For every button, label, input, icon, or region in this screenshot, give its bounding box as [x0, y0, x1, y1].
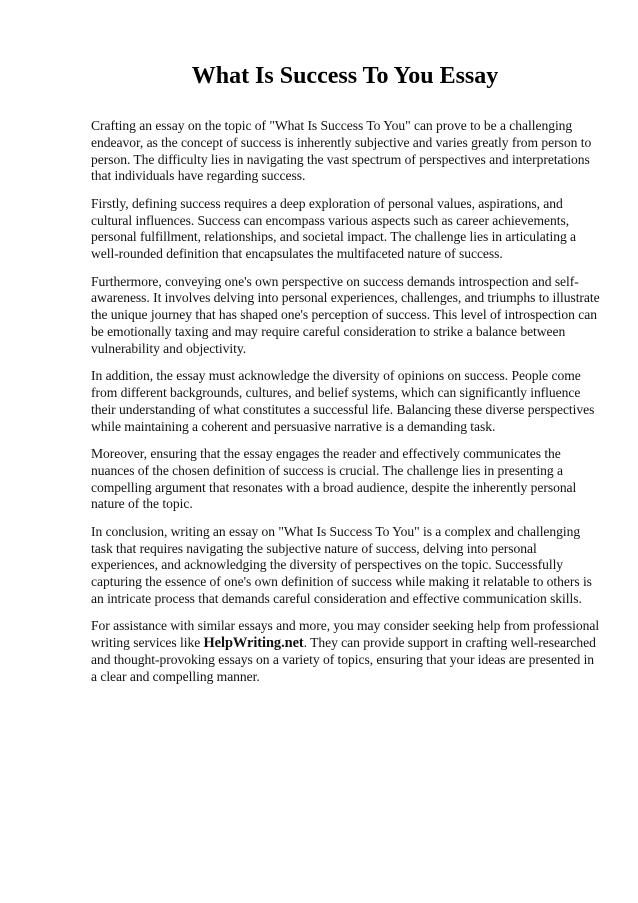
helpwriting-link[interactable]: HelpWriting.net	[203, 635, 304, 652]
paragraph-diversity: In addition, the essay must acknowledge the diversity of opinions on success. People come from different backgrounds, cultures, and belief systems, which can significantly influence their understanding of what constitutes a successful life. Balancing these diverse perspectives while maintaining a coherent and persuasive narrative is a demanding task.	[91, 368, 595, 434]
assistance-text-before: For assistance with similar essays and more, you may consider seeking help from professional writing services like	[91, 618, 600, 651]
paragraph-engagement: Moreover, ensuring that the essay engages the reader and effectively communicates the nuances of the chosen definition of success is crucial. The challenge lies in presenting a compelling argument that resonates with a broad audience, despite the inherently personal nature of the topic.	[91, 445, 577, 512]
essay-title: What Is Success To You Essay	[191, 63, 499, 89]
assistance-text-after: . They can provide support in crafting well-researched and thought-provoking essays on a variety of topics, ensuring that your ideas are presented in a clear and compelling manner.	[91, 635, 596, 684]
paragraph-perspective: Furthermore, conveying one's own perspective on success demands introspection and self-awareness. It involves delving into personal experiences, challenges, and triumphs to illustrate the unique journey that has shaped one's perception of success. This level of introspection can be emotionally taxing and may require careful consideration to strike a balance between vulnerability and objectivity.	[91, 273, 600, 356]
paragraph-intro: Crafting an essay on the topic of "What Is Success To You" can prove to be a challenging endeavor, as the concept of success is inherently subjective and varies greatly from person to person. The difficulty lies in navigating the vast spectrum of perspectives and interpretations that individuals have regarding success.	[91, 118, 592, 184]
essay-body	[91, 118, 601, 696]
paragraph-conclusion: In conclusion, writing an essay on "What Is Success To You" is a complex and challenging task that requires navigating the subjective nature of success, delving into personal experiences, and acknowledging the diversity of perspectives on the topic. Successfully capturing the essence of one's own definition of success while making it relatable to others is an intricate process that demands careful consideration and effective communication skills.	[91, 523, 592, 606]
paragraph-defining-success: Firstly, defining success requires a deep exploration of personal values, aspirations, and cultural influences. Success can encompass various aspects such as career achievements, personal fulfillment, relationships, and societal impact. The challenge lies in articulating a well-rounded definition that encapsulates the multifaceted nature of success.	[91, 195, 577, 262]
paragraph-assistance	[91, 618, 601, 685]
